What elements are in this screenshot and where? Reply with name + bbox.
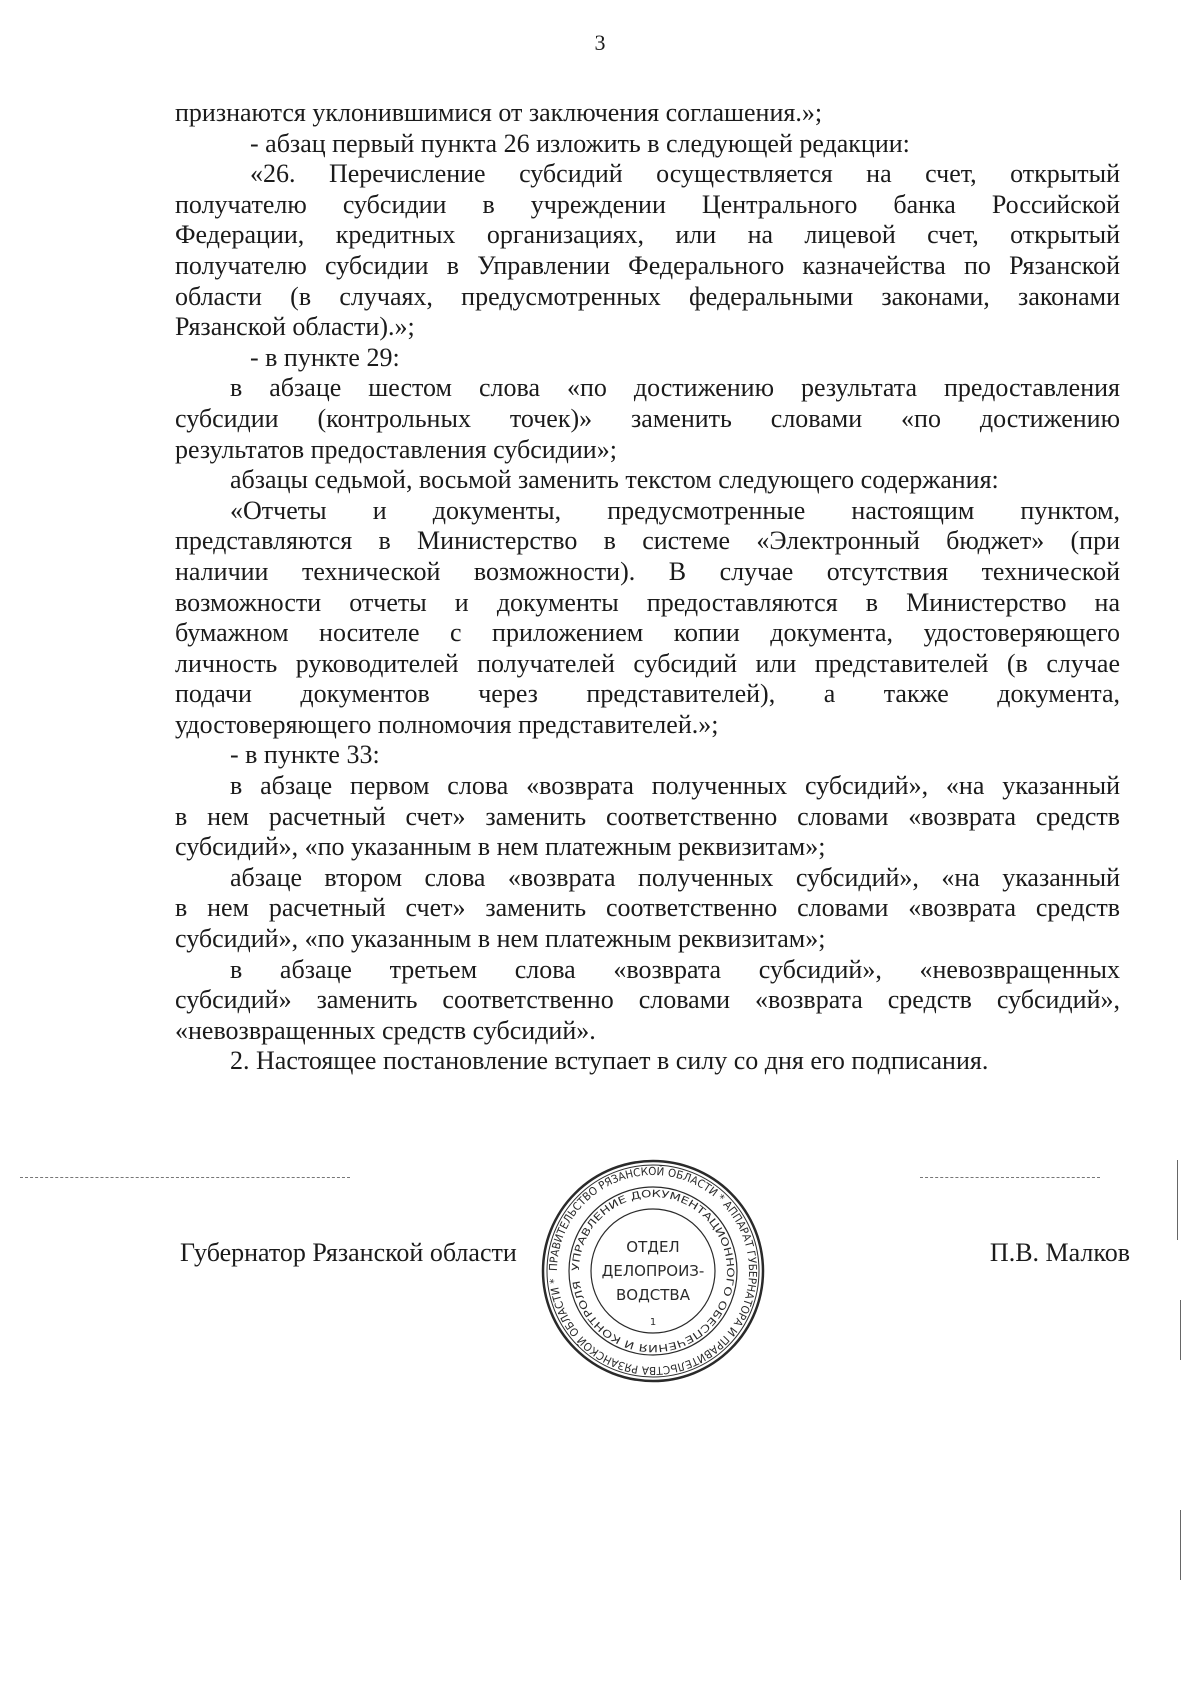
seal-center-line-3: ВОДСТВА bbox=[615, 1286, 691, 1304]
separator-line bbox=[920, 1177, 1100, 1179]
text-line: в абзаце шестом слова «по достижению результата предоставления bbox=[230, 373, 1120, 403]
text-line: Федерации, кредитных организациях, или на лицевой счет, открытый bbox=[175, 220, 1120, 250]
text-line: признаются уклонившимися от заключения соглашения.»; bbox=[175, 98, 823, 127]
text-line: субсидий», «по указанным в нем платежным реквизитам»; bbox=[175, 924, 826, 954]
seal-center-line-2: ДЕЛОПРОИЗ- bbox=[601, 1262, 705, 1280]
page-number: 3 bbox=[594, 30, 606, 55]
scan-margin-mark bbox=[1180, 1300, 1181, 1360]
text-line: «невозвращенных средств субсидий». bbox=[175, 1015, 596, 1045]
text-line: субсидий» заменить соответственно словами «возврата средств субсидий», bbox=[175, 985, 1120, 1015]
text-line: в абзаце первом слова «возврата полученных субсидий», «на указанный bbox=[230, 771, 1120, 801]
text-line: удостоверяющего полномочия представителей.»; bbox=[175, 709, 719, 739]
text-line: в нем расчетный счет» заменить соответственно словами «возврата средств bbox=[175, 801, 1120, 831]
text-line: - абзац первый пункта 26 изложить в следующей редакции: bbox=[250, 128, 910, 158]
text-line: бумажном носителе с приложением копии документа, удостоверяющего bbox=[175, 618, 1120, 648]
governor-title: Губернатор Рязанской области bbox=[180, 1238, 517, 1267]
text-line: «26. Перечисление субсидий осуществляется на счет, открытый bbox=[250, 159, 1120, 189]
seal-graphic bbox=[540, 1158, 766, 1384]
text-line: Рязанской области).»; bbox=[175, 312, 415, 342]
text-line: в абзаце третьем слова «возврата субсидий», «невозвращенных bbox=[230, 954, 1120, 984]
text-line: возможности отчеты и документы предоставляются в Министерство на bbox=[175, 587, 1120, 617]
official-seal bbox=[540, 1158, 766, 1384]
text-line: в нем расчетный счет» заменить соответственно словами «возврата средств bbox=[175, 893, 1120, 923]
text-line: подачи документов через представителей), а также документа, bbox=[175, 679, 1120, 709]
text-line: получателю субсидии в учреждении Центрального банка Российской bbox=[175, 189, 1120, 219]
text-line: субсидий», «по указанным в нем платежным реквизитам»; bbox=[175, 832, 826, 862]
seal-inner-text-path: УПРАВЛЕНИЕ ДОКУМЕНТАЦИОННОГО ОБЕСПЕЧЕНИЯ И КОНТРОЛЯ bbox=[570, 1188, 736, 1354]
text-line: личность руководителей получателей субсидий или представителей (в случае bbox=[175, 648, 1120, 678]
scan-margin-mark bbox=[1177, 1160, 1178, 1240]
text-line: абзаце втором слова «возврата полученных субсидий», «на указанный bbox=[230, 862, 1120, 892]
text-line: получателю субсидии в Управлении Федерального казначейства по Рязанской bbox=[175, 250, 1120, 280]
scan-margin-mark bbox=[1180, 1510, 1181, 1580]
text-line: абзацы седьмой, восьмой заменить текстом следующего содержания: bbox=[230, 465, 999, 495]
text-line: 2. Настоящее постановление вступает в силу со дня его подписания. bbox=[230, 1046, 989, 1076]
document-body bbox=[175, 98, 1120, 1077]
text-line: наличии технической возможности). В случае отсутствия технической bbox=[175, 556, 1120, 586]
seal-number: 1 bbox=[649, 1317, 657, 1328]
text-line: результатов предоставления субсидии»; bbox=[175, 434, 617, 464]
seal-center-line-1: ОТДЕЛ bbox=[626, 1238, 680, 1256]
governor-name: П.В. Малков bbox=[989, 1238, 1130, 1267]
text-line: представляются в Министерство в системе «Электронный бюджет» (при bbox=[175, 526, 1120, 556]
seal-outer-text-path: ПРАВИТЕЛЬСТВО РЯЗАНСКОЙ ОБЛАСТИ * АППАРАТ ГУБЕРНАТОРА И ПРАВИТЕЛЬСТВА РЯЗАНСКОЙ ОБЛАСТИ * bbox=[546, 1164, 760, 1378]
separator-line bbox=[20, 1177, 350, 1179]
text-line: - в пункте 33: bbox=[230, 740, 380, 770]
text-line: субсидии (контрольных точек)» заменить словами «по достижению bbox=[175, 403, 1120, 433]
text-line: «Отчеты и документы, предусмотренные настоящим пунктом, bbox=[230, 495, 1120, 525]
text-line: области (в случаях, предусмотренных федеральными законами, законами bbox=[175, 281, 1120, 311]
text-line: - в пункте 29: bbox=[250, 342, 400, 372]
